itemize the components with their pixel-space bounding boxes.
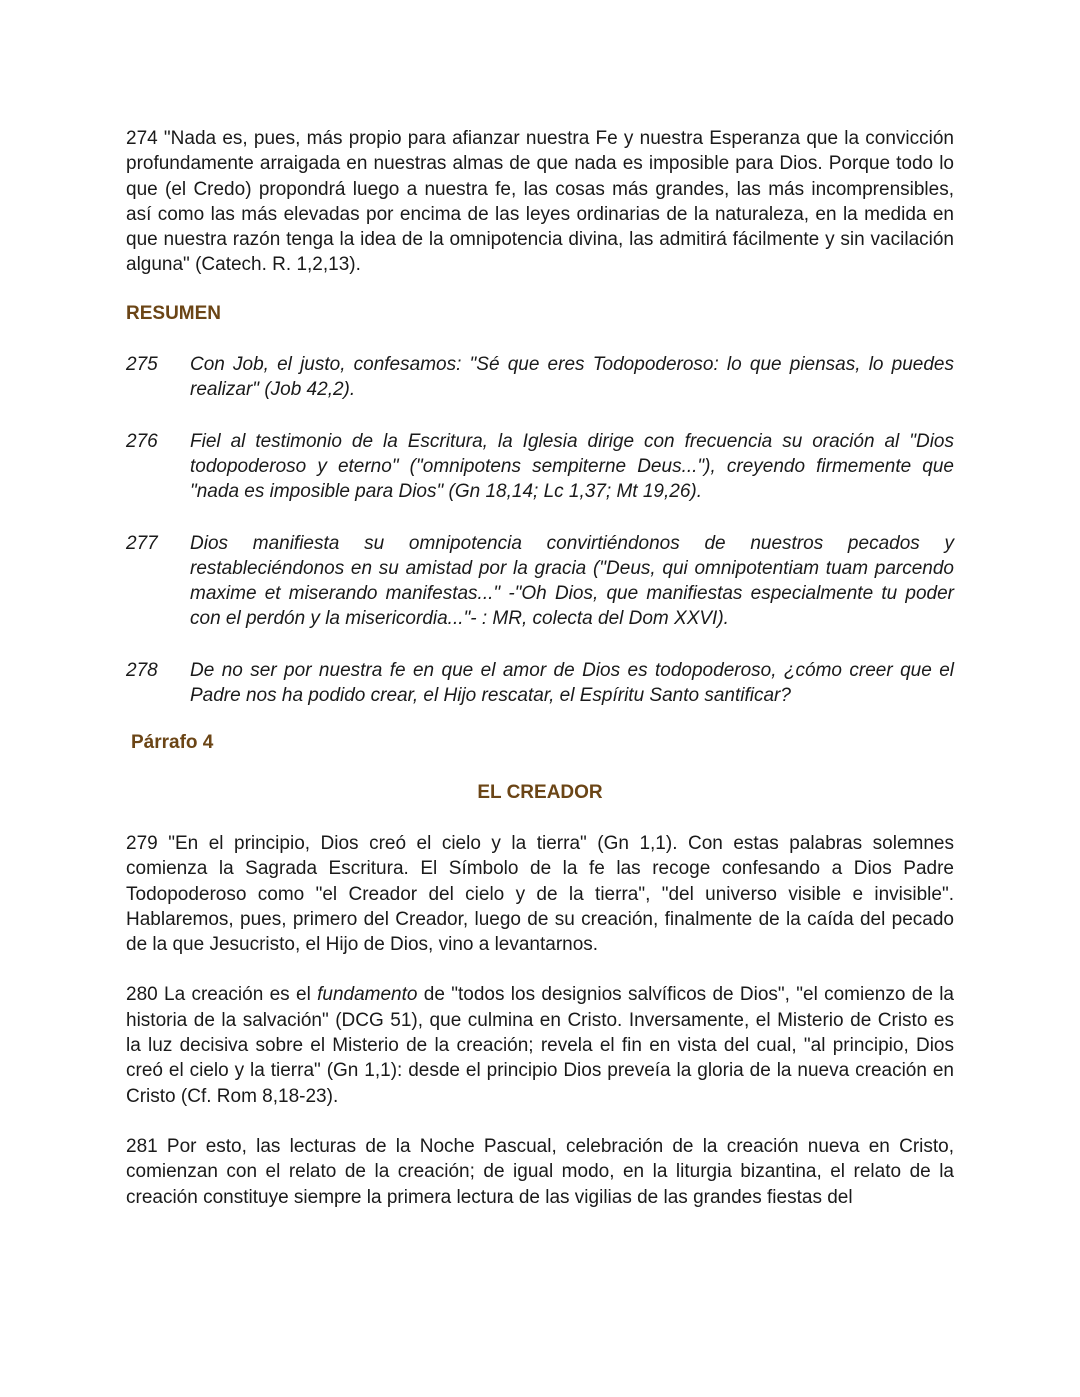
p280-emphasis: fundamento bbox=[317, 984, 418, 1006]
paragraph-279: 279 "En el principio, Dios creó el cielo y la tierra" (Gn 1,1). Con estas palabras solemnes comienza la Sagrada Escritura. El Símbolo de la fe las recoge confesando a Dios Padre Todopoderoso como "el Creador del cielo y de la tierra", "del universo visible e invisible". Hablaremos, pues, primero del Creador, luego de su creación, finalmente de la caída del pecado de la que Jesucristo, el Hijo de Dios, vino a levantarnos. bbox=[126, 832, 954, 956]
p280-after: de "todos los designios salvíficos de Dios", "el comienzo de la historia de la salvación" (DCG 51), que culmina en Cristo. Inversamente, el Misterio de Cristo es la luz decisiva sobre el Misterio de la creación; revela el fin en vista del cual, "al principio, Dios creó el cielo y la tierra" (Gn 1,1): desde el principio Dios preveía la gloria de la nueva creación en Cristo (Cf. Rom 8,18-23). bbox=[126, 984, 954, 1107]
paragraph-280 bbox=[126, 982, 954, 1108]
parrafo-heading: Párrafo 4 bbox=[131, 732, 214, 754]
item-number: 276 bbox=[126, 430, 158, 452]
item-text: Con Job, el justo, confesamos: "Sé que eres Todopoderoso: lo que piensas, lo puedes realizar" (Job 42,2). bbox=[190, 354, 954, 401]
document-page bbox=[126, 126, 954, 1210]
resumen-heading: RESUMEN bbox=[126, 302, 222, 324]
summary-item-277 bbox=[126, 531, 954, 632]
paragraph-274: 274 "Nada es, pues, más propio para afianzar nuestra Fe y nuestra Esperanza que la convicción profundamente arraigada en nuestras almas de que nada es imposible para Dios. Porque todo lo que (el Credo) propondrá luego a nuestra fe, las cosas más grandes, las más incomprensibles, así como las más elevadas por encima de las leyes ordinarias de la naturaleza, en la medida en que nuestra razón tenga la idea de la omnipotencia divina, las admitirá fácilmente y sin vacilación alguna" (Catech. R. 1,2,13). bbox=[126, 128, 954, 276]
item-number: 277 bbox=[126, 532, 158, 554]
item-text: Fiel al testimonio de la Escritura, la Iglesia dirige con frecuencia su oración al "Dios todopoderoso y eterno" ("omnipotens sempiterne Deus..."), creyendo firmemente que "nada es imposible para Dios" (Gn 18,14; Lc 1,37; Mt 19,26). bbox=[190, 430, 954, 503]
section-title: EL CREADOR bbox=[477, 781, 603, 803]
summary-item-278 bbox=[126, 658, 954, 709]
p280-before: 280 La creación es el bbox=[126, 984, 318, 1006]
paragraph-281: 281 Por esto, las lecturas de la Noche Pascual, celebración de la creación nueva en Cristo, comienzan con el relato de la creación; de igual modo, en la liturgia bizantina, el relato de la creación constituye siempre la primera lectura de las vigilias de las grandes fiestas del bbox=[126, 1135, 954, 1208]
item-number: 275 bbox=[126, 354, 158, 376]
item-number: 278 bbox=[126, 659, 158, 681]
summary-item-276 bbox=[126, 429, 954, 505]
item-text: De no ser por nuestra fe en que el amor de Dios es todopoderoso, ¿cómo creer que el Padre nos ha podido crear, el Hijo rescatar, el Espíritu Santo santificar? bbox=[190, 659, 954, 707]
item-text: Dios manifiesta su omnipotencia convirtiéndonos de nuestros pecados y restableciéndonos en su amistad por la gracia ("Deus, qui omnipotentiam tuam parcendo maxime et miserando manifestas..." -"Oh Dios, que manifiestas especialmente tu poder con el perdón y la misericordia..."- : MR, colecta del Dom XXVI). bbox=[190, 532, 954, 630]
summary-item-275 bbox=[126, 352, 954, 403]
